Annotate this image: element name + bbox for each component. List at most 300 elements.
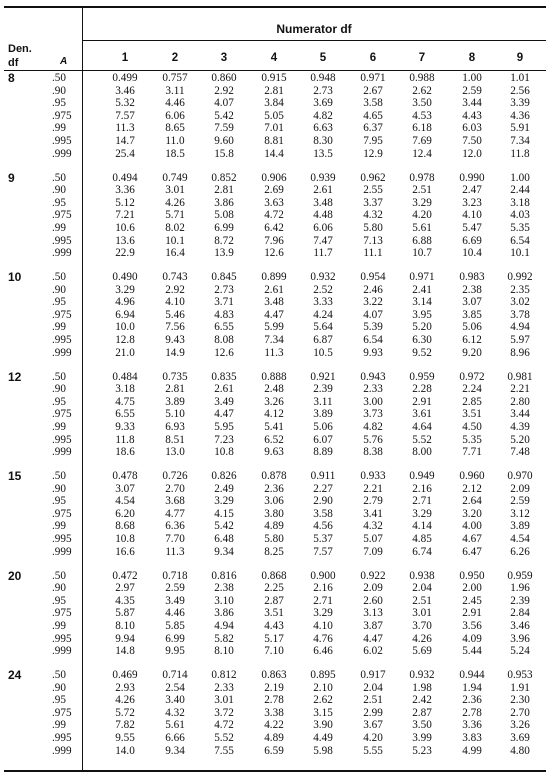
table-cell: 14.4 [264, 147, 284, 160]
table-cell: 5.64 [313, 321, 333, 334]
table-cell: 6.74 [412, 545, 432, 558]
table-cell: 6.54 [363, 334, 383, 346]
alpha-value: .999 [52, 247, 72, 260]
table-cell: 4.32 [363, 209, 383, 222]
table-cell: 0.978 [409, 171, 435, 184]
table-cell: 6.06 [313, 221, 333, 234]
table-cell: 3.44 [462, 97, 482, 110]
table-cell: 5.95 [214, 420, 234, 433]
alpha-value: .50 [52, 669, 66, 681]
table-cell: 7.23 [214, 433, 234, 446]
table-cell: 0.494 [112, 171, 138, 184]
table-cell: 0.944 [459, 669, 485, 681]
table-cell: 0.932 [409, 669, 435, 681]
alpha-value: .50 [52, 569, 66, 582]
table-cell: 7.47 [313, 234, 333, 247]
table-cell: 2.64 [462, 495, 482, 508]
table-cell: 8.51 [165, 433, 185, 446]
table-cell: 2.92 [214, 84, 234, 97]
table-cell: 2.46 [363, 283, 383, 296]
table-cell: 2.39 [313, 383, 333, 396]
table-cell: 0.868 [261, 569, 287, 582]
table-cell: 3.83 [462, 732, 482, 744]
table-cell: 4.54 [510, 533, 530, 545]
table-cell: 3.69 [510, 732, 530, 744]
table-cell: 0.972 [459, 370, 485, 383]
table-cell: 8.72 [214, 234, 234, 247]
table-cell: 2.04 [363, 681, 383, 694]
table-cell: 2.47 [462, 184, 482, 197]
table-cell: 0.469 [112, 669, 138, 681]
table-cell: 2.99 [363, 706, 383, 719]
alpha-value: .995 [52, 533, 72, 545]
table-cell: 3.11 [165, 84, 185, 97]
table-cell: 0.921 [310, 370, 336, 383]
table-cell: 2.69 [264, 184, 284, 197]
alpha-value: .975 [52, 209, 72, 222]
table-cell: 4.77 [165, 507, 185, 520]
table-cell: 2.81 [214, 184, 234, 197]
table-cell: 6.18 [412, 122, 432, 135]
table-cell: 5.37 [313, 533, 333, 545]
table-cell: 3.02 [510, 296, 530, 309]
table-cell: 0.959 [409, 370, 435, 383]
den-df-value: 15 [8, 469, 22, 483]
table-cell: 3.18 [510, 196, 530, 209]
table-cell: 7.57 [115, 109, 135, 122]
table-cell: 3.33 [313, 296, 333, 309]
table-cell: 9.43 [165, 334, 185, 346]
table-cell: 3.58 [363, 97, 383, 110]
table-cell: 4.64 [412, 420, 432, 433]
numerator-column-header: 8 [468, 52, 476, 64]
table-cell: 11.8 [115, 433, 135, 446]
table-cell: 2.97 [115, 582, 135, 595]
table-cell: 3.46 [115, 84, 135, 97]
table-cell: 0.900 [310, 569, 336, 582]
den-df-block [4, 271, 546, 362]
table-cell: 4.14 [412, 520, 432, 533]
table-cell: 4.53 [412, 109, 432, 122]
table-cell: 12.9 [363, 147, 383, 160]
table-cell: 5.35 [510, 221, 530, 234]
table-cell: 7.59 [214, 122, 234, 135]
alpha-value: .99 [52, 321, 66, 334]
alpha-value: .999 [52, 346, 72, 359]
table-cell: 12.8 [115, 334, 135, 346]
table-cell: 4.67 [462, 533, 482, 545]
table-cell: 4.10 [165, 296, 185, 309]
table-cell: 6.54 [510, 234, 530, 247]
table-cell: 0.962 [360, 171, 386, 184]
table-cell: 0.878 [261, 470, 287, 482]
table-cell: 4.47 [363, 632, 383, 645]
table-cell: 2.36 [264, 482, 284, 495]
table-cell: 3.51 [264, 607, 284, 620]
table-cell: 5.46 [165, 308, 185, 321]
table-cell: 8.38 [363, 446, 383, 459]
den-df-block [4, 371, 546, 462]
table-cell: 2.70 [510, 706, 530, 719]
table-cell: 5.42 [214, 109, 234, 122]
alpha-value: .999 [52, 645, 72, 658]
table-cell: 0.743 [162, 271, 188, 283]
table-cell: 7.13 [363, 234, 383, 247]
table-cell: 7.34 [510, 135, 530, 147]
table-cell: 6.37 [363, 122, 383, 135]
table-cell: 2.84 [510, 607, 530, 620]
table-cell: 5.17 [264, 632, 284, 645]
table-cell: 2.21 [510, 383, 530, 396]
table-cell: 2.73 [313, 84, 333, 97]
table-cell: 5.08 [214, 209, 234, 222]
table-cell: 10.8 [115, 533, 135, 545]
table-cell: 9.33 [115, 420, 135, 433]
alpha-value: .90 [52, 84, 66, 97]
header-bottom-rule [4, 70, 546, 71]
table-cell: 21.0 [115, 346, 135, 359]
table-cell: 5.44 [462, 645, 482, 658]
table-cell: 16.6 [115, 545, 135, 558]
table-cell: 4.49 [313, 732, 333, 744]
table-cell: 0.726 [162, 470, 188, 482]
table-cell: 13.0 [165, 446, 185, 459]
table-cell: 4.72 [214, 719, 234, 732]
table-cell: 2.59 [510, 495, 530, 508]
table-cell: 4.00 [462, 520, 482, 533]
table-cell: 5.82 [214, 632, 234, 645]
table-cell: 4.22 [264, 719, 284, 732]
table-cell: 9.94 [115, 632, 135, 645]
table-cell: 12.0 [462, 147, 482, 160]
table-cell: 7.70 [165, 533, 185, 545]
table-cell: 5.35 [462, 433, 482, 446]
table-cell: 9.20 [462, 346, 482, 359]
table-cell: 2.48 [264, 383, 284, 396]
alpha-value: .999 [52, 446, 72, 459]
table-cell: 0.845 [211, 271, 237, 283]
table-cell: 3.01 [214, 694, 234, 707]
table-cell: 4.12 [264, 408, 284, 421]
den-df-block [4, 570, 546, 661]
alpha-value: .995 [52, 334, 72, 346]
table-cell: 10.0 [115, 321, 135, 334]
table-cell: 1.94 [462, 681, 482, 694]
table-cell: 0.939 [310, 171, 336, 184]
table-cell: 6.20 [115, 507, 135, 520]
table-cell: 0.895 [310, 669, 336, 681]
table-cell: 4.65 [363, 109, 383, 122]
table-cell: 3.12 [510, 507, 530, 520]
table-cell: 2.81 [264, 84, 284, 97]
den-df-value: 8 [8, 71, 15, 85]
table-cell: 3.38 [264, 706, 284, 719]
table-cell: 3.07 [462, 296, 482, 309]
table-cell: 5.24 [510, 645, 530, 658]
table-cell: 2.61 [214, 383, 234, 396]
table-cell: 14.9 [165, 346, 185, 359]
table-cell: 3.14 [412, 296, 432, 309]
table-cell: 0.981 [507, 370, 533, 383]
table-cell: 11.7 [313, 247, 333, 260]
table-cell: 22.9 [115, 247, 135, 260]
alpha-value: .975 [52, 408, 72, 421]
alpha-value: .50 [52, 72, 66, 84]
alpha-value: .975 [52, 607, 72, 620]
table-cell: 3.40 [165, 694, 185, 707]
table-cell: 0.714 [162, 669, 188, 681]
table-cell: 4.07 [214, 97, 234, 110]
table-cell: 0.990 [459, 171, 485, 184]
table-cell: 4.10 [462, 209, 482, 222]
numerator-column-header: 6 [369, 52, 377, 64]
table-cell: 6.46 [313, 645, 333, 658]
numerator-column-header: 7 [418, 52, 426, 64]
table-cell: 3.69 [313, 97, 333, 110]
table-cell: 0.499 [112, 72, 138, 84]
table-cell: 2.59 [165, 582, 185, 595]
table-cell: 2.93 [115, 681, 135, 694]
alpha-value: .95 [52, 395, 66, 408]
numerator-column-header: 5 [319, 52, 327, 64]
table-cell: 0.718 [162, 569, 188, 582]
table-cell: 3.90 [313, 719, 333, 732]
table-cell: 2.56 [510, 84, 530, 97]
table-cell: 3.41 [363, 507, 383, 520]
table-cell: 11.3 [264, 346, 284, 359]
table-cell: 5.98 [313, 744, 333, 757]
table-cell: 6.63 [313, 122, 333, 135]
table-cell: 4.09 [462, 632, 482, 645]
table-cell: 2.55 [363, 184, 383, 197]
table-cell: 5.07 [363, 533, 383, 545]
alpha-value: .975 [52, 308, 72, 321]
table-cell: 5.85 [165, 619, 185, 632]
table-cell: 6.07 [313, 433, 333, 446]
table-cell: 3.22 [363, 296, 383, 309]
table-cell: 0.826 [211, 470, 237, 482]
table-cell: 2.52 [313, 283, 333, 296]
table-cell: 9.34 [214, 545, 234, 558]
table-cell: 6.48 [214, 533, 234, 545]
table-cell: 9.60 [214, 135, 234, 147]
table-cell: 2.09 [363, 582, 383, 595]
alpha-value: .95 [52, 97, 66, 110]
table-cell: 4.94 [214, 619, 234, 632]
table-cell: 6.03 [462, 122, 482, 135]
table-cell: 2.16 [412, 482, 432, 495]
table-cell: 3.37 [363, 196, 383, 209]
table-cell: 18.6 [115, 446, 135, 459]
table-cell: 2.21 [363, 482, 383, 495]
table-cell: 3.20 [462, 507, 482, 520]
table-cell: 4.50 [462, 420, 482, 433]
table-cell: 2.42 [412, 694, 432, 707]
table-cell: 6.02 [363, 645, 383, 658]
table-cell: 6.47 [462, 545, 482, 558]
table-cell: 4.20 [363, 732, 383, 744]
table-cell: 5.55 [363, 744, 383, 757]
table-cell: 2.49 [214, 482, 234, 495]
table-cell: 4.75 [115, 395, 135, 408]
table-cell: 7.82 [115, 719, 135, 732]
table-cell: 5.06 [462, 321, 482, 334]
table-cell: 3.50 [412, 719, 432, 732]
table-cell: 0.749 [162, 171, 188, 184]
table-cell: 5.80 [363, 221, 383, 234]
table-cell: 2.71 [313, 594, 333, 607]
table-cell: 4.89 [264, 520, 284, 533]
table-cell: 3.71 [214, 296, 234, 309]
table-cell: 2.45 [462, 594, 482, 607]
table-cell: 7.71 [462, 446, 482, 459]
table-cell: 4.26 [165, 196, 185, 209]
table-cell: 4.32 [363, 520, 383, 533]
table-cell: 4.94 [510, 321, 530, 334]
table-cell: 9.95 [165, 645, 185, 658]
table-cell: 3.29 [313, 607, 333, 620]
table-cell: 2.70 [165, 482, 185, 495]
table-cell: 4.26 [115, 694, 135, 707]
table-cell: 0.835 [211, 370, 237, 383]
table-cell: 0.938 [409, 569, 435, 582]
table-cell: 5.05 [264, 109, 284, 122]
table-cell: 13.6 [115, 234, 135, 247]
den-df-value: 12 [8, 369, 22, 384]
table-cell: 4.43 [462, 109, 482, 122]
table-cell: 6.12 [462, 334, 482, 346]
table-cell: 3.23 [462, 196, 482, 209]
table-cell: 3.72 [214, 706, 234, 719]
table-cell: 3.58 [313, 507, 333, 520]
alpha-value: .975 [52, 507, 72, 520]
table-cell: 3.39 [510, 97, 530, 110]
table-cell: 4.39 [510, 420, 530, 433]
table-cell: 0.906 [261, 171, 287, 184]
table-cell: 11.8 [510, 147, 530, 160]
table-cell: 7.55 [214, 744, 234, 757]
table-cell: 2.51 [412, 184, 432, 197]
table-cell: 6.99 [214, 221, 234, 234]
table-cell: 0.888 [261, 370, 287, 383]
alpha-value: .995 [52, 234, 72, 247]
alpha-value: .995 [52, 433, 72, 446]
table-cell: 4.35 [115, 594, 135, 607]
alpha-value: .95 [52, 196, 66, 209]
table-cell: 1.98 [412, 681, 432, 694]
table-cell: 3.89 [510, 520, 530, 533]
table-cell: 18.5 [165, 147, 185, 160]
table-cell: 4.46 [165, 97, 185, 110]
den-df-value: 24 [8, 668, 22, 682]
table-cell: 3.96 [510, 632, 530, 645]
table-cell: 4.26 [412, 632, 432, 645]
table-cell: 3.26 [264, 395, 284, 408]
table-cell: 0.922 [360, 569, 386, 582]
alpha-value: .50 [52, 470, 66, 482]
table-cell: 2.12 [462, 482, 482, 495]
table-cell: 3.36 [115, 184, 135, 197]
table-cell: 2.54 [165, 681, 185, 694]
table-cell: 8.65 [165, 122, 185, 135]
table-cell: 6.59 [264, 744, 284, 757]
table-cell: 10.4 [462, 247, 482, 260]
table-cell: 5.12 [115, 196, 135, 209]
table-cell: 2.78 [264, 694, 284, 707]
table-cell: 4.56 [313, 520, 333, 533]
table-cell: 2.44 [510, 184, 530, 197]
table-cell: 3.26 [510, 719, 530, 732]
table-cell: 2.38 [214, 582, 234, 595]
table-cell: 3.13 [363, 607, 383, 620]
table-cell: 4.20 [412, 209, 432, 222]
numerator-column-header: 4 [270, 52, 278, 64]
table-cell: 7.48 [510, 446, 530, 459]
alpha-value: .99 [52, 719, 66, 732]
table-cell: 1.96 [510, 582, 530, 595]
table-cell: 4.89 [264, 732, 284, 744]
table-cell: 3.89 [313, 408, 333, 421]
table-cell: 6.55 [115, 408, 135, 421]
table-cell: 12.4 [412, 147, 432, 160]
table-cell: 2.36 [462, 694, 482, 707]
table-cell: 2.62 [412, 84, 432, 97]
table-cell: 3.29 [412, 507, 432, 520]
table-cell: 2.35 [510, 283, 530, 296]
table-cell: 2.33 [214, 681, 234, 694]
table-cell: 3.70 [412, 619, 432, 632]
alpha-value: .99 [52, 520, 66, 533]
table-cell: 5.52 [412, 433, 432, 446]
table-cell: 3.68 [165, 495, 185, 508]
table-cell: 8.00 [412, 446, 432, 459]
table-cell: 2.16 [313, 582, 333, 595]
table-cell: 2.79 [363, 495, 383, 508]
table-cell: 2.33 [363, 383, 383, 396]
table-cell: 2.60 [363, 594, 383, 607]
table-cell: 10.1 [165, 234, 185, 247]
den-df-value: 10 [8, 270, 22, 284]
table-cell: 8.10 [214, 645, 234, 658]
table-cell: 2.92 [165, 283, 185, 296]
numerator-column-header: 9 [516, 52, 524, 64]
table-cell: 3.78 [510, 308, 530, 321]
table-cell: 2.25 [264, 582, 284, 595]
table-cell: 13.5 [313, 147, 333, 160]
table-cell: 5.76 [363, 433, 383, 446]
table-cell: 2.81 [165, 383, 185, 396]
table-cell: 0.954 [360, 271, 386, 283]
table-cell: 5.69 [412, 645, 432, 658]
table-cell: 2.51 [363, 694, 383, 707]
table-cell: 5.39 [363, 321, 383, 334]
table-cell: 4.46 [165, 607, 185, 620]
f-distribution-table [4, 6, 546, 772]
table-cell: 3.01 [165, 184, 185, 197]
alpha-value: .995 [52, 135, 72, 147]
table-cell: 0.816 [211, 569, 237, 582]
table-cell: 0.915 [261, 72, 287, 84]
table-cell: 7.21 [115, 209, 135, 222]
table-cell: 7.50 [462, 135, 482, 147]
table-cell: 9.63 [264, 446, 284, 459]
table-cell: 2.91 [462, 607, 482, 620]
table-cell: 7.56 [165, 321, 185, 334]
table-cell: 0.971 [360, 72, 386, 84]
table-cell: 3.86 [214, 607, 234, 620]
table-cell: 6.87 [313, 334, 333, 346]
table-cell: 0.757 [162, 72, 188, 84]
